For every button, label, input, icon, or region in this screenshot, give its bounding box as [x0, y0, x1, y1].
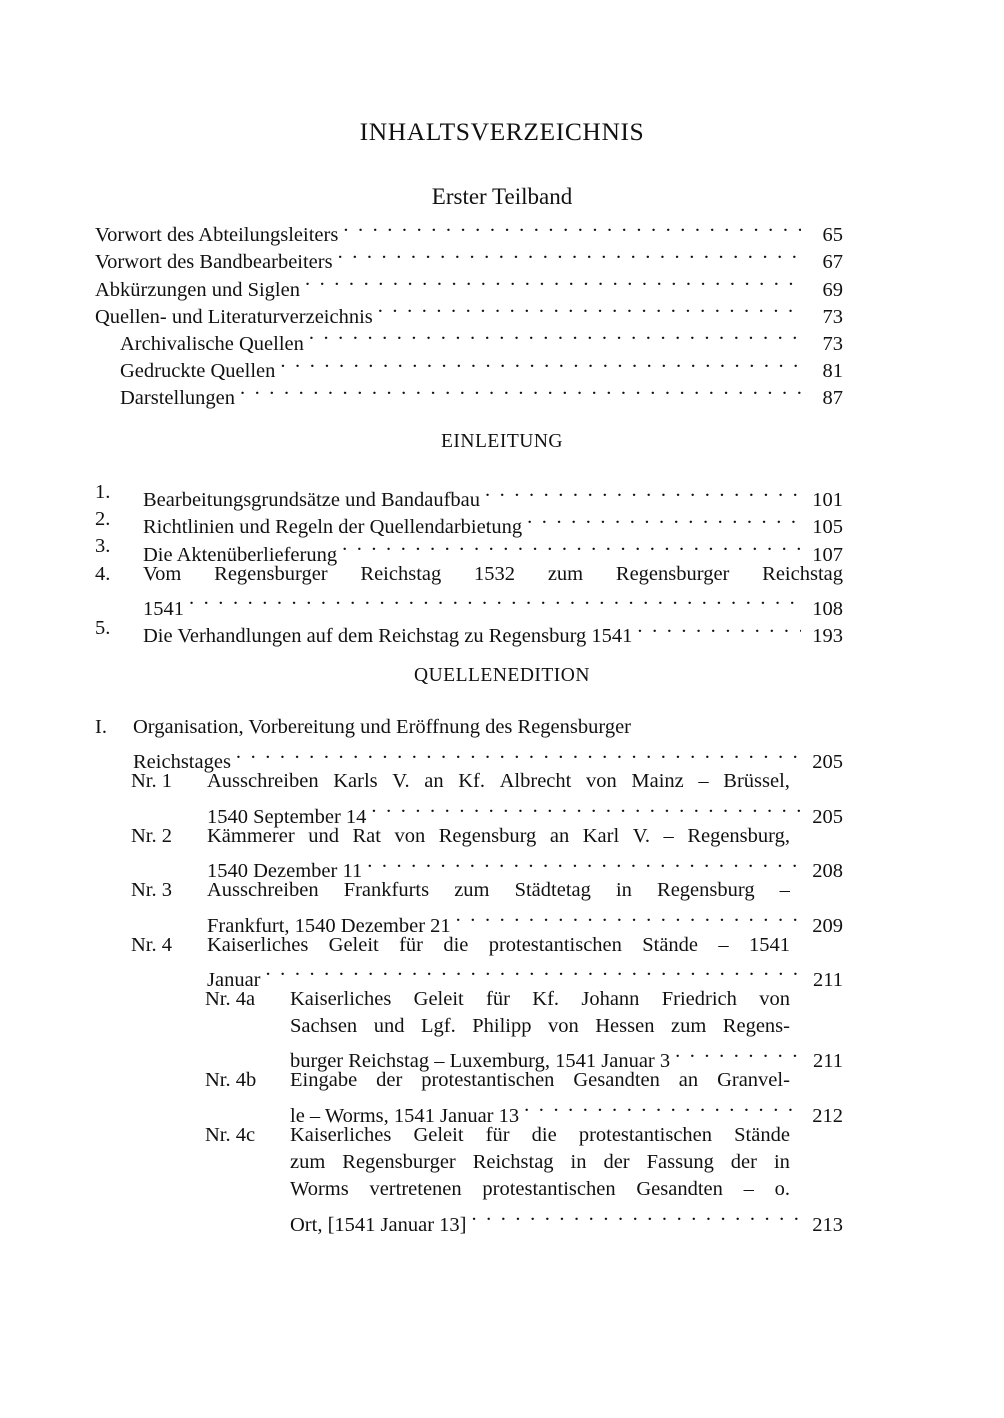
word: Worms	[290, 1178, 349, 1201]
word: Gesandten	[636, 1178, 723, 1201]
word: Städtetag	[514, 879, 591, 902]
word: Vom	[143, 562, 182, 585]
word: Geleit	[413, 1123, 464, 1146]
dot-leader	[527, 506, 801, 533]
word: protestantischen	[578, 1123, 713, 1146]
word: Friedrich	[661, 987, 737, 1010]
section-heading-einleitung: EINLEITUNG	[441, 431, 563, 452]
word: der	[376, 1069, 403, 1092]
toc-entry-continuation[interactable]	[95, 741, 843, 774]
dot-leader	[309, 323, 801, 350]
dot-leader	[456, 904, 801, 931]
section-heading-quellenedition: QUELLENEDITION	[414, 665, 590, 686]
toc-entry-page: 69	[822, 278, 843, 301]
toc-entry-label: Ort, [1541 Januar 13]	[290, 1213, 467, 1236]
toc-entry-page: 105	[812, 516, 843, 539]
toc-entry[interactable]	[95, 714, 843, 741]
word: Kämmerer	[207, 824, 295, 847]
word: und	[308, 824, 339, 847]
word: –	[698, 770, 709, 793]
word: und	[373, 1015, 405, 1038]
toc-entry[interactable]	[95, 615, 843, 648]
toc-entry-label: Darstellungen	[120, 387, 235, 410]
dot-leader	[524, 1095, 801, 1122]
word: protestantischen	[482, 1178, 616, 1201]
word: in	[615, 879, 632, 902]
toc-entry-continuation[interactable]	[95, 1095, 843, 1127]
word: Kf.	[458, 770, 485, 793]
word: zum	[670, 1015, 707, 1038]
word: Regensburger	[615, 562, 730, 585]
toc-entry[interactable]	[95, 1122, 843, 1149]
toc-entry[interactable]	[95, 479, 843, 512]
toc-entry-wrapped-line	[290, 1176, 790, 1203]
toc-entry[interactable]	[95, 350, 843, 383]
toc-entry[interactable]	[95, 214, 843, 247]
toc-entry-wrapped-line	[207, 877, 790, 904]
dot-leader	[371, 796, 801, 823]
toc-entry-number: I.	[95, 716, 107, 738]
word: Regensburg	[657, 879, 755, 902]
word: vertretenen	[369, 1178, 462, 1201]
word: 1541	[748, 933, 790, 956]
word: –	[718, 933, 729, 956]
toc-entry-page: 73	[822, 305, 843, 328]
word: Kaiserliches	[290, 987, 392, 1010]
word: o.	[774, 1178, 790, 1201]
toc-entry-label: Frankfurt, 1540 Dezember 21	[207, 914, 451, 937]
toc-entry-continuation[interactable]	[95, 850, 843, 883]
toc-entry-label: Reichstages	[133, 751, 231, 774]
toc-entry[interactable]	[95, 1067, 843, 1094]
toc-entry-page: 213	[812, 1213, 843, 1236]
word: Regens-	[722, 1015, 790, 1038]
toc-entry-label: Richtlinien und Regeln der Quellendarbietung	[143, 516, 523, 539]
toc-entry-page: 101	[812, 489, 843, 512]
word: Kaiserliches	[290, 1123, 392, 1146]
word: Philipp	[472, 1015, 532, 1038]
toc-entry-continuation	[95, 1013, 843, 1040]
dot-leader	[342, 533, 801, 560]
word: Stände	[642, 933, 699, 956]
section-subtitle-erster-teilband: Erster Teilband	[431, 184, 573, 209]
toc-entry-page: 193	[812, 625, 843, 648]
word: Albrecht	[499, 770, 572, 793]
toc-group-quellenedition	[95, 714, 843, 1236]
dot-leader	[280, 350, 801, 377]
dot-leader	[485, 479, 801, 506]
dot-leader	[343, 214, 801, 241]
word: –	[779, 879, 790, 902]
word: für	[485, 1123, 510, 1146]
dot-leader	[189, 588, 801, 615]
toc-entry-label: 1540 Dezember 11	[207, 860, 363, 883]
word: Ausschreiben	[207, 879, 319, 902]
toc-entry[interactable]	[95, 533, 843, 566]
dot-leader	[378, 296, 801, 323]
toc-entry-wrapped-line	[207, 768, 790, 795]
word: Lgf.	[420, 1015, 456, 1038]
word: an	[549, 824, 570, 847]
word: von	[759, 987, 790, 1010]
word: an	[678, 1069, 699, 1092]
word: an	[424, 770, 444, 793]
toc-entry-page: 209	[812, 914, 843, 937]
toc-entry-page: 211	[813, 1050, 843, 1073]
word: Reichstag	[360, 562, 442, 585]
toc-entry[interactable]	[95, 561, 843, 588]
toc-entry-number: Nr. 2	[131, 824, 172, 847]
word: Reichstag	[762, 562, 843, 585]
word: zum	[547, 562, 584, 585]
toc-entry[interactable]	[95, 877, 843, 904]
toc-entry-continuation	[95, 1149, 843, 1176]
dot-leader	[675, 1040, 801, 1067]
toc-entry-label: burger Reichstag – Luxemburg, 1541 Januar 3	[290, 1050, 671, 1073]
word: die	[443, 933, 469, 956]
toc-entry-wrapped-line	[207, 932, 790, 959]
toc-entry-number: Nr. 4a	[205, 987, 256, 1010]
toc-entry-number: 5.	[95, 616, 111, 639]
toc-group-erster-teilband	[95, 214, 843, 410]
toc-entry-label: Die Verhandlungen auf dem Reichstag zu Regensburg 1541	[143, 625, 633, 648]
toc-entry-page: 211	[813, 968, 843, 991]
word: Kaiserliches	[207, 933, 309, 956]
toc-entry-wrapped-line	[290, 1149, 790, 1176]
word: von	[586, 770, 617, 793]
toc-entry-page: 108	[812, 597, 843, 620]
word: Reichstag	[472, 1151, 554, 1173]
toc-entry[interactable]	[95, 986, 843, 1013]
word: der	[603, 1151, 630, 1173]
toc-entry-page: 212	[812, 1104, 843, 1127]
toc-entry[interactable]	[95, 323, 843, 355]
toc-entry-wrapped-line	[290, 1067, 790, 1094]
toc-entry-page: 73	[822, 332, 843, 355]
toc-entry[interactable]	[95, 932, 843, 959]
toc-entry-number: 2.	[95, 508, 111, 531]
dot-leader	[266, 959, 801, 986]
toc-entry-continuation[interactable]	[95, 1040, 843, 1073]
toc-entry-number: 1.	[95, 481, 111, 503]
toc-entry-page: 81	[822, 360, 843, 383]
word: Fassung	[646, 1151, 714, 1173]
toc-entry-continuation[interactable]	[95, 588, 843, 620]
dot-leader	[367, 850, 801, 877]
word: protestantischen	[421, 1069, 555, 1092]
toc-entry[interactable]	[95, 377, 843, 410]
toc-entry-continuation[interactable]	[95, 959, 843, 991]
word: V.	[392, 770, 410, 793]
word: für	[486, 987, 510, 1010]
toc-entry-wrapped-line	[207, 823, 790, 850]
toc-entry-number: Nr. 4c	[205, 1123, 256, 1146]
word: zum	[290, 1151, 326, 1173]
toc-entry-label: Januar	[207, 968, 261, 991]
word: Geleit	[328, 933, 379, 956]
word: Stände	[734, 1123, 790, 1146]
toc-entry[interactable]	[95, 768, 843, 795]
toc-entry-label: Quellen- und Literaturverzeichnis	[95, 305, 373, 328]
word: von	[394, 824, 426, 847]
word: Rat	[352, 824, 381, 847]
word: –	[663, 824, 674, 847]
word: Regensburg,	[687, 824, 790, 847]
toc-entry-label: Archivalische Quellen	[120, 332, 304, 355]
dot-leader	[236, 741, 801, 768]
toc-entry-wrapped-line	[290, 1013, 790, 1040]
toc-entry-label: Abkürzungen und Siglen	[95, 278, 300, 301]
word: Johann	[581, 987, 640, 1010]
word: die	[531, 1123, 557, 1146]
toc-entry-wrapped-line	[143, 561, 843, 588]
toc-entry-page: 205	[812, 805, 843, 828]
toc-entry[interactable]	[95, 296, 843, 328]
word: Brüssel,	[723, 770, 790, 793]
toc-entry-label: Die Aktenüberlieferung	[143, 543, 338, 566]
toc-entry-number: Nr. 1	[131, 770, 172, 793]
toc-entry-wrapped-line	[290, 1122, 790, 1149]
word: Geleit	[413, 987, 464, 1010]
toc-entry-continuation[interactable]	[95, 796, 843, 828]
word: zum	[454, 879, 490, 902]
word: V.	[632, 824, 650, 847]
word: in	[773, 1151, 790, 1173]
word: Sachsen	[290, 1015, 358, 1038]
toc-entry-page: 208	[812, 860, 843, 883]
word: 1532	[474, 562, 516, 585]
toc-entry-label: 1540 September 14	[207, 805, 367, 828]
toc-entry-continuation[interactable]	[95, 904, 843, 937]
word: protestantischen	[488, 933, 622, 956]
word: von	[547, 1015, 579, 1038]
word: der	[730, 1151, 757, 1173]
toc-entry-number: Nr. 3	[131, 879, 172, 902]
toc-entry-label: le – Worms, 1541 Januar 13	[290, 1104, 520, 1127]
dot-leader	[338, 241, 801, 268]
toc-entry-number: Nr. 4	[131, 933, 172, 956]
toc-entry-label: Gedruckte Quellen	[120, 360, 276, 383]
toc-entry-label: Vorwort des Bandbearbeiters	[95, 251, 333, 274]
toc-entry-page: 87	[822, 387, 843, 410]
word: Regensburger	[342, 1151, 456, 1173]
toc-entry-label: 1541	[143, 597, 184, 620]
dot-leader	[637, 615, 801, 642]
toc-entry[interactable]	[95, 823, 843, 850]
toc-entry-wrapped-line	[290, 986, 790, 1013]
toc-entry-number: Nr. 4b	[205, 1069, 257, 1092]
word: in	[570, 1151, 587, 1173]
word: Gesandten	[573, 1069, 660, 1092]
dot-leader	[305, 268, 801, 295]
toc-entry-page: 205	[812, 751, 843, 774]
word: Karls	[333, 770, 378, 793]
word: –	[743, 1178, 754, 1201]
word: Frankfurts	[343, 879, 430, 902]
word: Eingabe	[290, 1069, 358, 1092]
toc-entry-label: Organisation, Vorbereitung und Eröffnung des Regensburger	[133, 716, 631, 738]
word: Granvel-	[717, 1069, 790, 1092]
toc-entry[interactable]	[95, 241, 843, 274]
toc-entry-continuation	[95, 1176, 843, 1203]
word: Karl	[582, 824, 620, 847]
toc-entry[interactable]	[95, 268, 843, 301]
toc-entry-number: 3.	[95, 535, 111, 558]
word: Regensburger	[214, 562, 328, 585]
word: Ausschreiben	[207, 770, 319, 793]
toc-entry[interactable]	[95, 506, 843, 539]
toc-entry-page: 65	[822, 224, 843, 247]
dot-leader	[240, 377, 801, 404]
toc-entry-page: 67	[822, 251, 843, 274]
toc-entry-label: Bearbeitungsgrundsätze und Bandaufbau	[143, 489, 481, 512]
word: Hessen	[595, 1015, 655, 1038]
word: für	[399, 933, 423, 956]
dot-leader	[471, 1203, 801, 1230]
word: Regensburg	[438, 824, 537, 847]
toc-entry-continuation[interactable]	[95, 1203, 843, 1236]
toc-entry-page: 107	[812, 543, 843, 566]
word: Kf.	[532, 987, 560, 1010]
toc-group-einleitung	[95, 479, 843, 648]
word: Mainz	[631, 770, 684, 793]
toc-entry-label: Vorwort des Abteilungsleiters	[95, 224, 339, 247]
toc-entry-number: 4.	[95, 562, 111, 585]
page-title: INHALTSVERZEICHNIS	[359, 117, 645, 146]
